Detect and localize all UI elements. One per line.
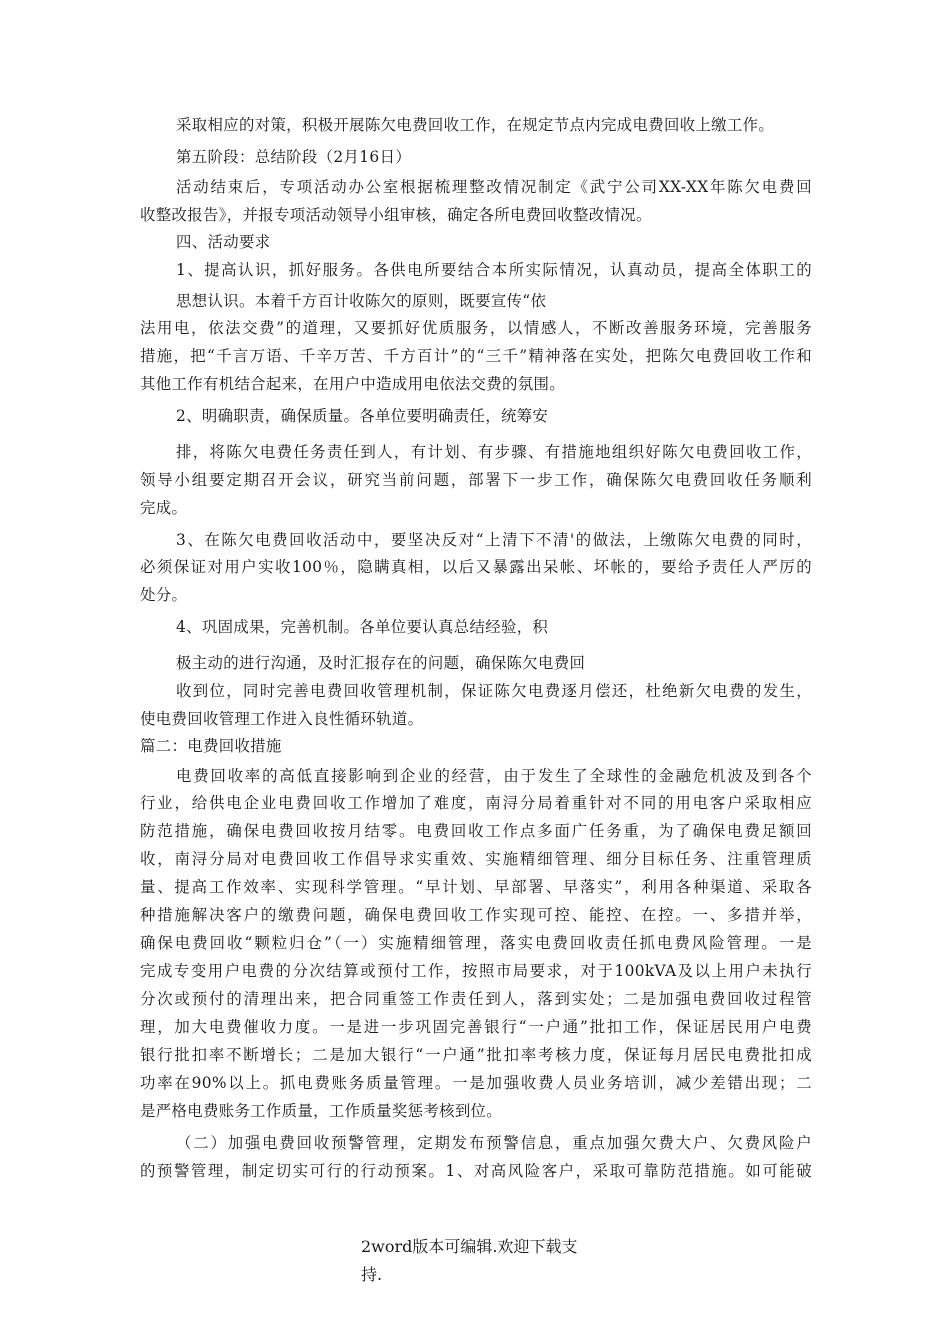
paragraph-line: 的预警管理，制定切实可行的行动预案。1、对高风险客户，采取可靠防范措施。如可能破: [140, 1162, 812, 1180]
paragraph-line: 极主动的进行沟通，及时汇报存在的问题，确保陈欠电费回: [176, 654, 586, 672]
paragraph-line: 必须保证对用户实收100％，隐瞒真相，以后又暴露出呆帐、坏帐的，要给予责任人严厉的: [140, 558, 812, 576]
paragraph-line: 采取相应的对策，积极开展陈欠电费回收工作，在规定节点内完成电费回收上缴工作。: [176, 116, 775, 134]
paragraph-line: 第五阶段：总结阶段（2月16日）: [176, 148, 412, 166]
chapter-heading: 篇二：电费回收措施: [140, 737, 282, 755]
paragraph-line: 收整改报告》，并报专项活动领导小组审核，确定各所电费回收整改情况。: [140, 206, 652, 224]
paragraph-line: 排，将陈欠电费任务责任到人，有计划、有步骤、有措施地组织好陈欠电费回收工作，: [176, 443, 812, 461]
paragraph-line: 行业，给供电企业电费回收工作增加了难度，南浔分局着重针对不同的用电客户采取相应: [140, 794, 812, 812]
paragraph-line: 完成专变用户电费的分次结算或预付工作，按照市局要求，对于100kVA及以上用户未执行: [140, 962, 812, 980]
paragraph-line: 活动结束后，专项活动办公室根据梳理整改情况制定《武宁公司XX-XX年陈欠电费回: [176, 178, 812, 196]
paragraph-line: 使电费回收管理工作进入良性循环轨道。: [140, 710, 424, 728]
paragraph-line: 分次或预付的清理出来，把合同重签工作责任到人，落到实处；二是加强电费回收过程管: [140, 990, 812, 1008]
paragraph-line: 理，加大电费催收力度。一是进一步巩固完善银行“一户通”批扣工作，保证居民用户电费: [140, 1018, 812, 1036]
page-footer-line: 2word版本可编辑.欢迎下载支: [361, 1237, 578, 1256]
paragraph-line: 收，南浔分局对电费回收工作倡导求实重效、实施精细管理、细分目标任务、注重管理质: [140, 850, 812, 868]
paragraph-line: 防范措施，确保电费回收按月结零。电费回收工作点多面广任务重，为了确保电费足额回: [140, 822, 812, 840]
paragraph-line: 电费回收率的高低直接影响到企业的经营，由于发生了全球性的金融危机波及到各个: [176, 767, 812, 785]
paragraph-line: 处分。: [140, 586, 188, 604]
paragraph-line: 法用电，依法交费”的道理，又要抓好优质服务，以情感人，不断改善服务环境，完善服务: [140, 319, 812, 337]
section-heading: 四、活动要求: [176, 233, 271, 251]
paragraph-line: 确保电费回收“颗粒归仓”（一）实施精细管理，落实电费回收责任抓电费风险管理。一是: [140, 934, 812, 952]
paragraph-line: 种措施解决客户的缴费问题，确保电费回收工作实现可控、能控、在控。一、多措并举，: [140, 906, 812, 924]
paragraph-line: 3、在陈欠电费回收活动中，要坚决反对“上清下不清'的做法，上缴陈欠电费的同时，: [176, 531, 812, 549]
paragraph-line: 银行批扣率不断增长；二是加大银行“一户通”批扣率考核力度，保证每月居民电费批扣成: [140, 1046, 812, 1064]
paragraph-line: 2、明确职责，确保质量。各单位要明确责任，统筹安: [176, 407, 549, 425]
paragraph-line: 4、巩固成果，完善机制。各单位要认真总结经验，积: [176, 618, 549, 636]
paragraph-line: 完成。: [140, 499, 188, 517]
paragraph-line: 是严格电费账务工作质量，工作质量奖惩考核到位。: [140, 1102, 503, 1120]
paragraph-line: 领导小组要定期召开会议，研究当前问题，部署下一步工作，确保陈欠电费回收任务顺利: [140, 471, 812, 489]
paragraph-line: 思想认识。本着千方百计收陈欠的原则，既要宣传“依: [176, 292, 547, 310]
paragraph-line: 1、提高认识，抓好服务。各供电所要结合本所实际情况，认真动员，提高全体职工的: [176, 261, 812, 279]
paragraph-line: 措施，把“千言万语、千辛万苦、千方百计”的“三千”精神落在实处，把陈欠电费回收工作和: [140, 347, 812, 365]
paragraph-line: 其他工作有机结合起来，在用户中造成用电依法交费的氛围。: [140, 375, 565, 393]
paragraph-line: 功率在90%以上。抓电费账务质量管理。一是加强收费人员业务培训，减少差错出现；二: [140, 1074, 812, 1092]
page-footer-line: 持.: [361, 1265, 383, 1284]
paragraph-line: 收到位，同时完善电费回收管理机制，保证陈欠电费逐月偿还，杜绝新欠电费的发生，: [176, 682, 812, 700]
paragraph-line: 量、提高工作效率、实现科学管理。“早计划、早部署、早落实”，利用各种渠道、采取各: [140, 878, 812, 896]
paragraph-line: （二）加强电费回收预警管理，定期发布预警信息，重点加强欠费大户、欠费风险户: [176, 1134, 812, 1152]
